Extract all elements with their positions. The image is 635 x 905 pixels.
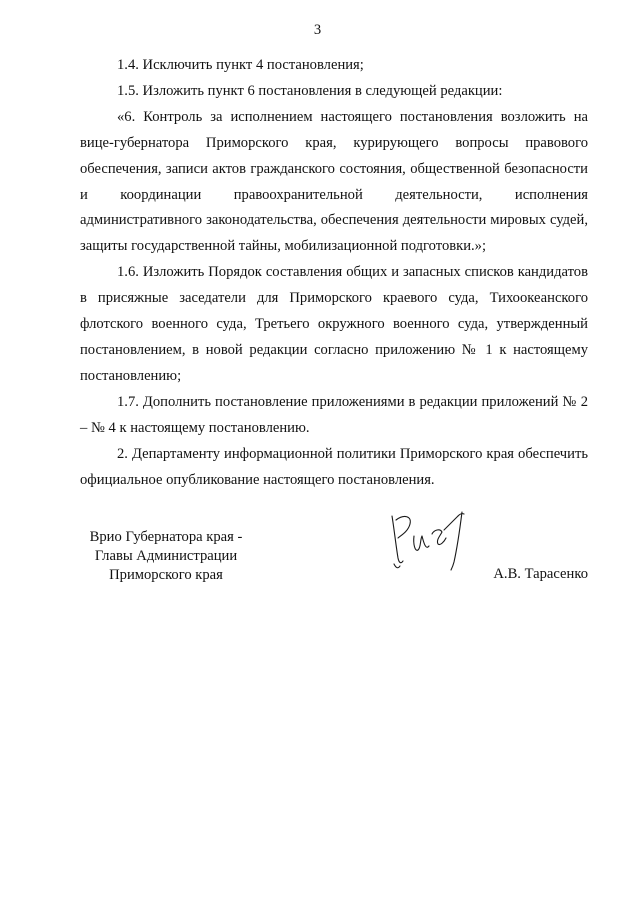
paragraph-quoted-item-6: «6. Контроль за исполнением настоящего постановления возложить на вице-губернатора Приморского края, курирующего вопросы правового обеспечения, записи актов гражданского состояния, общественной безопасности и координации правоохранительной деятельности, исполнения административного законодательства, обеспечения деятельности мировых судей, защиты государственной тайны, мобилизационной подготовки.»; — [80, 108, 588, 255]
paragraph-1-5: 1.5. Изложить пункт 6 постановления в следующей редакции: — [117, 82, 503, 99]
page-number: 3 — [313, 22, 322, 38]
signature-block — [0, 528, 635, 598]
signer-position-line: Врио Губернатора края - — [89, 529, 243, 545]
document-body — [80, 53, 588, 493]
paragraph-1-7: 1.7. Дополнить постановление приложениями в редакции приложений № 2 – № 4 к настоящему постановлению. — [80, 393, 588, 436]
handwritten-signature — [384, 506, 474, 578]
signer-position-line: Приморского края — [109, 567, 223, 583]
signer-position-line: Главы Администрации — [94, 548, 238, 564]
paragraph-1-4: 1.4. Исключить пункт 4 постановления; — [117, 57, 364, 73]
paragraph-1-6: 1.6. Изложить Порядок составления общих и запасных списков кандидатов в присяжные заседатели для Приморского краевого суда, Тихоокеанского флотского военного суда, Третьего окружного военного суда, утвержденный постановлением, в новой редакции согласно приложению № 1 к настоящему постановлению; — [80, 264, 588, 384]
signer-name: А.В. Тарасенко — [493, 566, 588, 582]
signer-position — [80, 528, 252, 585]
paragraph-2: 2. Департаменту информационной политики Приморского края обеспечить официальное опубликование настоящего постановления. — [80, 445, 588, 488]
